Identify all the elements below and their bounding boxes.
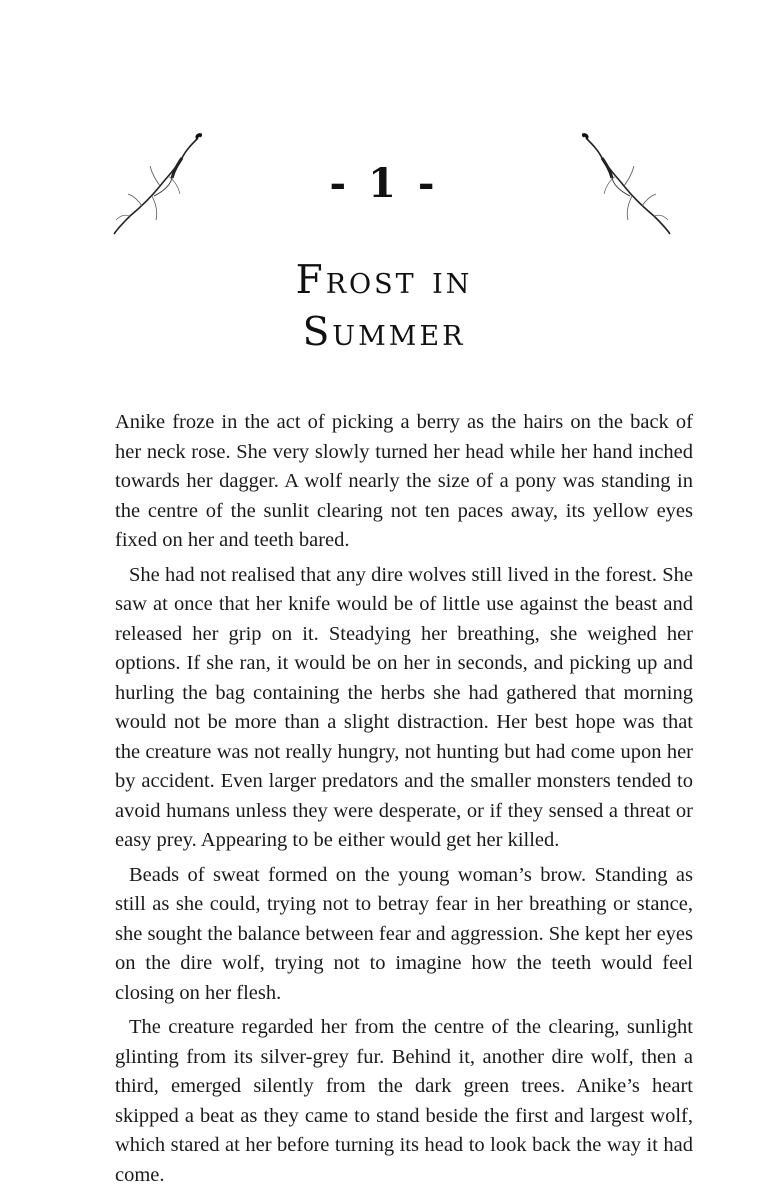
chapter-number: - 1 -: [329, 160, 439, 207]
paragraph-1: Anike froze in the act of picking a berry as the hairs on the back of her neck rose. She very slowly turned her head while her hand inched towards her dagger. A wolf nearly the size of a pony was standing in the centre of the sunlit clearing not ten paces away, its yellow eyes fixed on her and teeth bared.: [115, 411, 693, 551]
chapter-title-line-2: Summer: [302, 310, 466, 355]
paragraph-2: She had not realised that any dire wolves still lived in the forest. She saw at once that her knife would be of little use against the beast and released her grip on it. Steadying her breathing, she weighed her options. If she ran, it would be on her in seconds, and picking up and hurling the bag containing the herbs she had gathered that morning would not be more than a slight distraction. Her best hope was that the creature was not really hungry, not hunting but had come upon her by accident. Even larger predators and the smaller monsters tended to avoid humans unless they were desperate, or if they sensed a threat or easy prey. Appearing to be either would get her killed.: [115, 563, 693, 851]
paragraph-3: Beads of sweat formed on the young woman’s brow. Standing as still as she could, trying not to betray fear in her breathing or stance, she sought the balance between fear and aggression. She kept her eyes on the dire wolf, trying not to imagine how the teeth would feel closing on her flesh.: [115, 863, 693, 1004]
chapter-title: [0, 255, 768, 359]
chapter-body: [115, 408, 693, 1195]
paragraph-4: The creature regarded her from the centre of the clearing, sunlight glinting from its silver-grey fur. Behind it, another dire wolf, then a third, emerged silently from the dark green trees. Anike’s heart skipped a beat as they came to stand beside the first and largest wolf, which stared at her before turning its head to look back the way it had come.: [115, 1016, 693, 1186]
chapter-title-line-1: Frost in: [295, 258, 473, 303]
